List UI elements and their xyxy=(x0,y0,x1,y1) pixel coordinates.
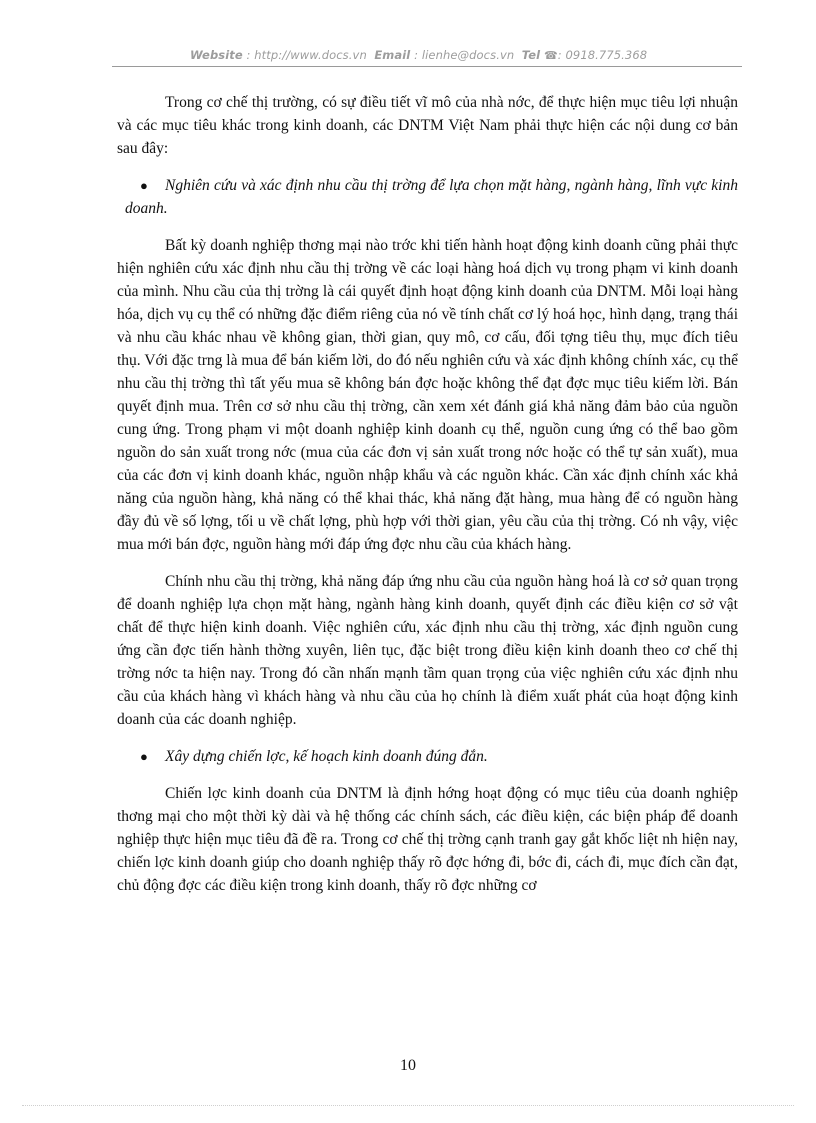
paragraph-market-demand: Bất kỳ doanh nghiệp thơng mại nào trớc khi tiến hành hoạt động kinh doanh cũng phải thực hiện nghiên cứu xác định nhu cầu thị trờng về các loại hàng hoá dịch vụ trong phạm vi kinh doanh của mình. Nhu cầu của thị trờng là cái quyết định hoạt động kinh doanh của DNTM. Mỗi loại hàng hóa, dịch vụ cụ thể có những đặc điểm riêng của nó về tính chất cơ lý hoá học, hình dạng, trạng thái và nhu cầu khác nhau về không gian, thời gian, quy mô, cơ cấu, đối tợng tiêu thụ, mục đích tiêu thụ. Với đặc trng là mua để bán kiếm lời, do đó nếu nghiên cứu và xác định không chính xác, cụ thể nhu cầu thị trờng thì tất yếu mua sẽ không bán đợc hoặc không thể đạt đợc mục tiêu kiếm lời. Bán quyết định mua. Trên cơ sở nhu cầu thị trờng, cần xem xét đánh giá khả năng đảm bảo của nguồn cung ứng. Trong phạm vi một doanh nghiệp kinh doanh cụ thể, nguồn cung ứng có thể bao gồm nguồn do sản xuất trong nớc (mua của các đơn vị sản xuất trong nớc hoặc có thể tự sản xuất), mua của các đơn vị kinh doanh khác, nguồn nhập khẩu và các nguồn khác. Cần xác định chính xác khả năng của nguồn hàng, khả năng có thể khai thác, khả năng đặt hàng, mua hàng để có nguồn hàng đầy đủ về số lợng, tối u về chất lợng, phù hợp với thời gian, yêu cầu của thị trờng. Có nh vậy, việc mua mới bán đợc, nguồn hàng mới đáp ứng đợc nhu cầu của khách hàng. xyxy=(117,237,738,553)
website-label: Website xyxy=(190,48,243,62)
bullet-icon: ● xyxy=(140,178,148,193)
website-url: : http://www.docs.vn xyxy=(246,48,367,62)
bullet-text: Xây dựng chiến lợc, kế hoạch kinh doanh đúng đắn. xyxy=(165,748,488,765)
email-label: Email xyxy=(374,48,411,62)
bullet-text: Nghiên cứu và xác định nhu cầu thị trờng để lựa chọn mặt hàng, ngành hàng, lĩnh vực kinh doanh. xyxy=(125,177,738,217)
paragraph-business-strategy: Chiến lợc kinh doanh của DNTM là định hớng hoạt động có mục tiêu của doanh nghiệp thơng mại cho một thời kỳ dài và hệ thống các chính sách, các điều kiện, các biện pháp để doanh nghiệp thực hiện mục tiêu đã đề ra. Trong cơ chế thị trờng cạnh tranh gay gắt khốc liệt nh hiện nay, chiến lợc kinh doanh giúp cho doanh nghiệp thấy rõ đợc hớng đi, bớc đi, cách đi, mục đích cần đạt, chủ động đợc các điều kiện trong kinh doanh, thấy rõ đợc những cơ xyxy=(117,785,738,894)
tel-label: Tel xyxy=(521,48,541,62)
page-number: 10 xyxy=(400,1057,416,1074)
footer-divider xyxy=(22,1105,794,1106)
paragraph-intro: Trong cơ chế thị trường, có sự điều tiết vĩ mô của nhà nớc, để thực hiện mục tiêu lợi nhuận và các mục tiêu khác trong kinh doanh, các DNTM Việt Nam phải thực hiện các nội dung cơ bản sau đây: xyxy=(117,94,738,157)
bullet-item-strategy xyxy=(117,745,738,768)
bullet-icon: ● xyxy=(140,749,148,764)
header-contact-line xyxy=(190,48,647,62)
tel-number: : 0918.775.368 xyxy=(557,48,648,62)
document-body xyxy=(117,91,738,897)
page-header xyxy=(112,46,742,67)
paragraph-product-selection: Chính nhu cầu thị trờng, khả năng đáp ứng nhu cầu của nguồn hàng hoá là cơ sở quan trọng để doanh nghiệp lựa chọn mặt hàng, ngành hàng kinh doanh, quyết định các điều kiện cơ sở vật chất để thực hiện kinh doanh. Việc nghiên cứu, xác định nhu cầu thị trờng, xác định nguồn cung ứng cần đợc tiến hành thờng xuyên, liên tục, đặc biệt trong điều kiện kinh doanh theo cơ chế thị trờng nớc ta hiện nay. Trong đó cần nhấn mạnh tầm quan trọng của việc nghiên cứu xác định nhu cầu của khách hàng vì khách hàng và nhu cầu của họ chính là điểm xuất phát của hoạt động kinh doanh của các doanh nghiệp. xyxy=(117,573,738,728)
bullet-item-market-research xyxy=(117,174,738,220)
phone-icon: ☎ xyxy=(543,49,558,62)
email-address: : lienhe@docs.vn xyxy=(414,48,515,62)
